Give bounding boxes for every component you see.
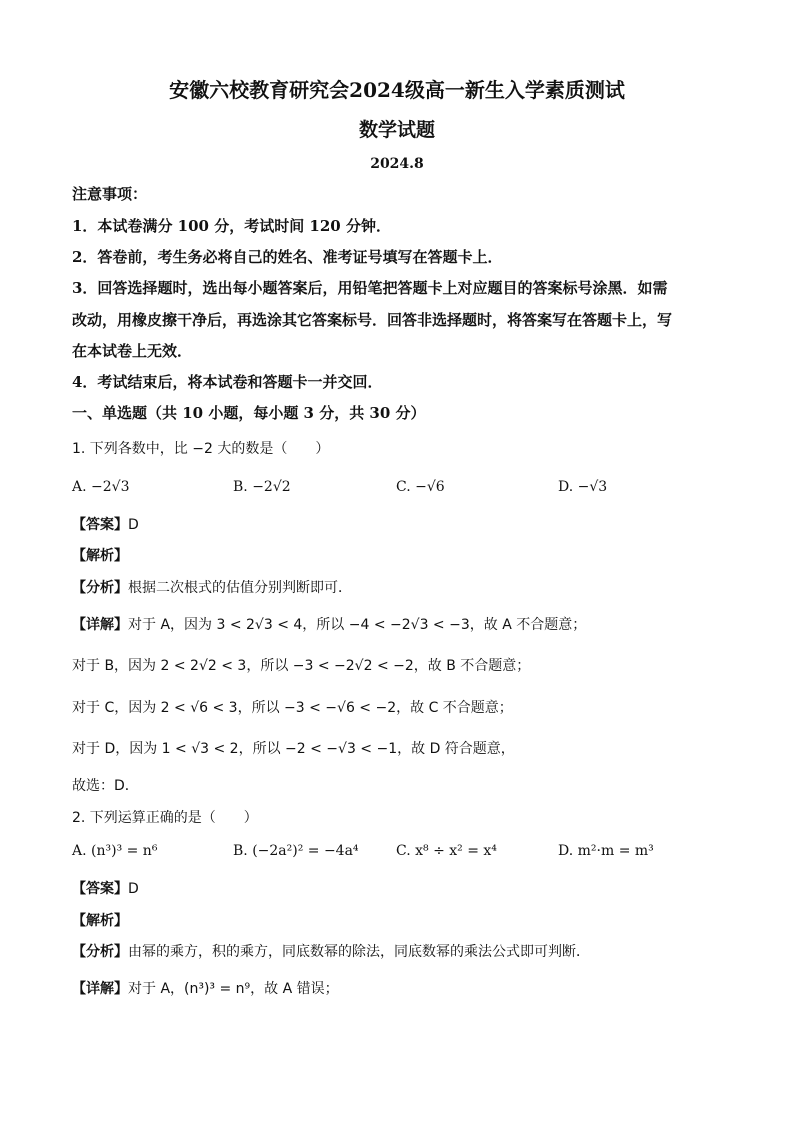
note-item: 3．回答选择题时，选出每小题答案后，用铅笔把答题卡上对应题目的答案标号涂黑．如需 bbox=[72, 279, 668, 297]
question-stem: 2. 下列运算正确的是（ ） bbox=[72, 810, 258, 826]
question-stem: 1. 下列各数中，比 −2 大的数是（ ） bbox=[72, 441, 330, 457]
answer-value: D bbox=[128, 881, 139, 897]
analysis-tag: 【解析】 bbox=[72, 548, 128, 564]
detail-line: 对于 C，因为 2 < √6 < 3，所以 −3 < −√6 < −2，故 C 不合题意； bbox=[72, 700, 513, 716]
fenxi-text: 根据二次根式的估值分别判断即可． bbox=[128, 580, 352, 596]
section-heading: 一、单选题（共 10 小题，每小题 3 分，共 30 分） bbox=[72, 404, 426, 422]
note-item: 2．答卷前，考生务必将自己的姓名、准考证号填写在答题卡上． bbox=[72, 248, 503, 266]
detail-line: 对于 B，因为 2 < 2√2 < 3，所以 −3 < −2√2 < −2，故 B 不合题意； bbox=[72, 658, 531, 674]
options-row bbox=[72, 843, 722, 865]
exam-date: 2024.8 bbox=[370, 156, 424, 172]
analysis-tag: 【解析】 bbox=[72, 913, 128, 929]
note-item: 4．考试结束后，将本试卷和答题卡一并交回． bbox=[72, 373, 383, 391]
page-subtitle: 数学试题 bbox=[358, 119, 435, 141]
option-c: C. −√6 bbox=[396, 479, 445, 495]
detail-line: 对于 D，因为 1 < √3 < 2，所以 −2 < −√3 < −1，故 D 符合题意， bbox=[72, 741, 515, 757]
answer-tag: 【答案】 bbox=[72, 517, 128, 533]
detail-text: 对于 A，因为 3 < 2√3 < 4，所以 −4 < −2√3 < −3，故 A 不合题意； bbox=[128, 617, 587, 633]
fenxi-line bbox=[72, 577, 722, 597]
page-title: 安徽六校教育研究会2024级高一新生入学素质测试 bbox=[169, 78, 625, 102]
detail-tag: 【详解】 bbox=[72, 981, 128, 997]
fenxi-tag: 【分析】 bbox=[72, 944, 128, 960]
note-item: 改动，用橡皮擦干净后，再选涂其它答案标号．回答非选择题时，将答案写在答题卡上，写 bbox=[72, 311, 673, 329]
detail-line bbox=[72, 614, 722, 634]
fenxi-line bbox=[72, 941, 722, 961]
answer-line bbox=[72, 878, 722, 898]
option-a: A. −2√3 bbox=[72, 479, 130, 495]
note-item: 在本试卷上无效． bbox=[72, 342, 193, 360]
detail-tag: 【详解】 bbox=[72, 617, 128, 633]
detail-text: 对于 A，(n³)³ = n⁹，故 A 错误； bbox=[128, 981, 339, 997]
fenxi-tag: 【分析】 bbox=[72, 580, 128, 596]
answer-line bbox=[72, 514, 722, 534]
options-row bbox=[72, 479, 722, 501]
detail-line bbox=[72, 978, 722, 998]
fenxi-text: 由幂的乘方，积的乘方，同底数幂的除法，同底数幂的乘法公式即可判断． bbox=[128, 944, 590, 960]
option-b: B. (−2a²)² = −4a⁴ bbox=[233, 843, 359, 859]
option-b: B. −2√2 bbox=[233, 479, 291, 495]
option-c: C. x⁸ ÷ x² = x⁴ bbox=[396, 843, 497, 859]
option-d: D. m²·m = m³ bbox=[558, 843, 654, 859]
answer-tag: 【答案】 bbox=[72, 881, 128, 897]
note-item: 1．本试卷满分 100 分，考试时间 120 分钟． bbox=[72, 217, 391, 235]
answer-value: D bbox=[128, 517, 139, 533]
option-a: A. (n³)³ = n⁶ bbox=[72, 843, 158, 859]
detail-line: 故选：D． bbox=[72, 778, 139, 794]
notes-heading: 注意事项： bbox=[72, 185, 148, 203]
option-d: D. −√3 bbox=[558, 479, 608, 495]
